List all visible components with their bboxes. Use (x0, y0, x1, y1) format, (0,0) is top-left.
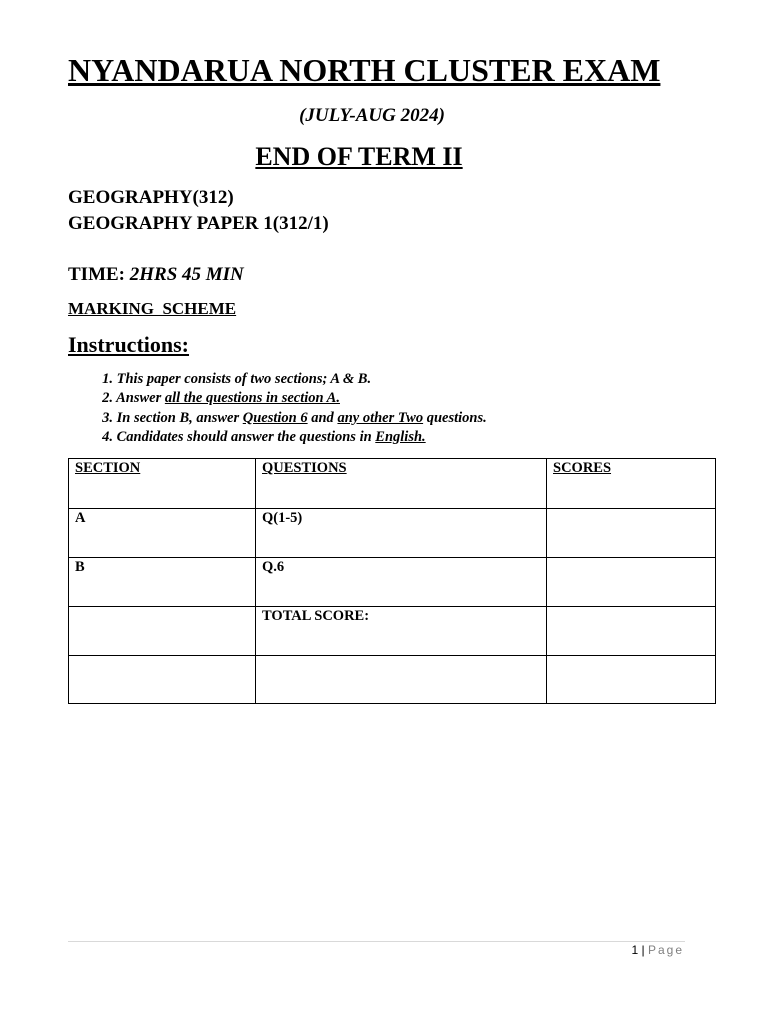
table-row (69, 558, 716, 607)
score-cell[interactable] (547, 656, 716, 704)
header-questions: QUESTIONS (262, 460, 347, 476)
table-cell (256, 656, 547, 704)
table-cell: B (69, 558, 256, 607)
exam-title: NYANDARUA NORTH CLUSTER EXAM (68, 52, 661, 88)
marking-scheme-label: MARKING SCHEME (68, 299, 237, 318)
instruction-text (117, 429, 426, 445)
table-cell: A (69, 509, 256, 558)
instruction-text (116, 390, 340, 406)
table-header-row (69, 459, 716, 509)
page-footer (631, 943, 684, 957)
page-separator: | (641, 943, 645, 957)
table-header-cell (256, 459, 547, 509)
score-cell[interactable] (547, 607, 716, 656)
instruction-emphasis: any other Two (337, 409, 424, 426)
instruction-emphasis: all the questions in section A. (164, 390, 340, 407)
instruction-text-part: and (307, 409, 338, 426)
instruction-text-part: In section B, answer (116, 409, 243, 426)
table-cell (69, 607, 256, 656)
page-label: Page (647, 943, 684, 957)
table-header-cell (69, 459, 256, 509)
instruction-item (68, 370, 487, 389)
exam-date: (JULY-AUG 2024) (299, 105, 445, 126)
instruction-number: 1. (102, 371, 113, 387)
instruction-text-part: questions. (423, 409, 487, 426)
table-cell: TOTAL SCORE: (256, 607, 547, 656)
score-cell[interactable] (547, 558, 716, 607)
instruction-item (68, 428, 487, 447)
instruction-number: 2. (102, 390, 113, 407)
instruction-number: 3. (102, 409, 113, 426)
table-row (69, 607, 716, 656)
instructions-heading: Instructions: (68, 332, 190, 357)
page-number: 1 (631, 943, 639, 957)
term-title: END OF TERM II (255, 142, 463, 171)
table-row (69, 509, 716, 558)
instructions-list (68, 370, 487, 447)
instruction-text-part: Candidates should answer the questions in (116, 428, 376, 445)
instruction-number: 4. (102, 428, 113, 445)
instruction-text-part: Answer (116, 390, 165, 407)
subject-code: GEOGRAPHY(312) (68, 187, 234, 208)
instruction-emphasis: English. (375, 428, 426, 445)
table-cell (69, 656, 256, 704)
instruction-text-part: This paper consists of two sections; A & B. (116, 371, 372, 387)
instruction-emphasis: Question 6 (242, 409, 308, 426)
instruction-item (68, 389, 487, 408)
table-cell: Q(1-5) (256, 509, 547, 558)
table-row (69, 656, 716, 704)
table-header-cell (547, 459, 716, 509)
instruction-text (117, 410, 487, 426)
instruction-text (117, 371, 371, 387)
header-scores: SCORES (553, 460, 612, 476)
time-label: TIME: (68, 264, 130, 285)
header-section: SECTION (75, 460, 141, 476)
time-value: 2HRS 45 MIN (129, 264, 244, 285)
table-cell: Q.6 (256, 558, 547, 607)
score-table (68, 458, 716, 704)
score-cell[interactable] (547, 509, 716, 558)
exam-time (68, 264, 244, 286)
footer-divider (68, 941, 685, 942)
instruction-item (68, 409, 487, 428)
paper-code: GEOGRAPHY PAPER 1(312/1) (68, 213, 329, 234)
